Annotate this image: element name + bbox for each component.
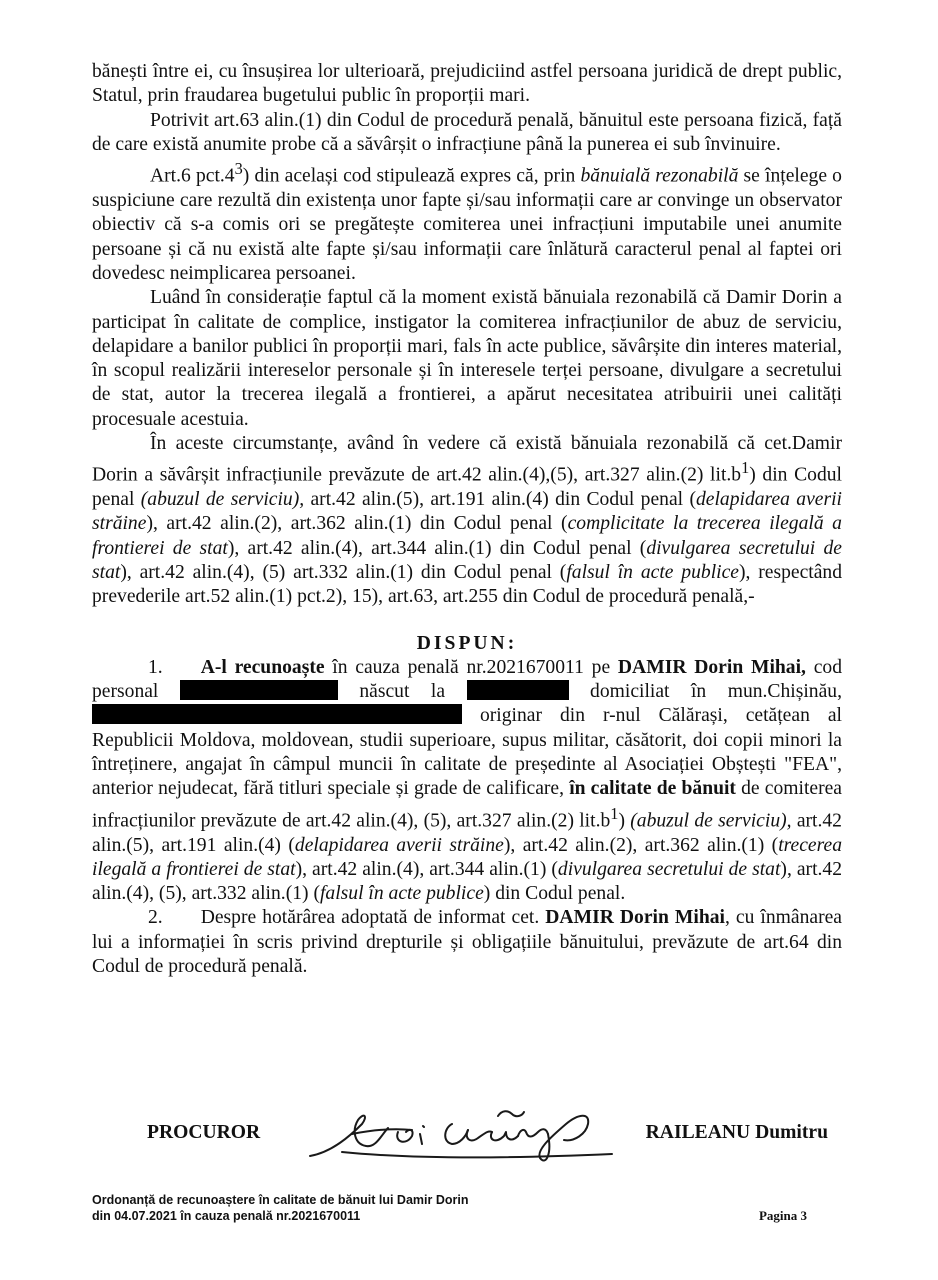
handwritten-signature	[302, 1094, 632, 1169]
text: originar din r-nul Călărași, cetățean al Republicii Moldova, moldovean, studii superioare, supus militar, căsătorit, doi copii minori la întreținere, angajat în câmpul muncii în calitate de președinte al Asociației Obștești "FEA", anterior nejudecat, fără titluri speciale și grade de calificare,	[92, 705, 842, 800]
signatory-name: RAILEANU Dumitru	[645, 1122, 828, 1143]
item-number: 2.	[148, 907, 163, 929]
text: ) din Codul penal.	[483, 883, 626, 905]
item-number: 1.	[148, 656, 163, 678]
footer-line-1: Ordonanță de recunoaștere în calitate de bănuit lui Damir Dorin	[92, 1193, 469, 1207]
signature-block	[92, 1100, 842, 1170]
decision-item-1	[92, 656, 842, 907]
text: se înțelege o suspiciune care rezultă din existența unor fapte și/sau informații care ar convinge un observator obiectiv că s-a comis ori se pregătește comiterea unei infracțiuni imputabile unei anumite persoane și că nu există alte fapte și/sau informații care înlătură caracterul penal al faptei ori dovedesc neimplicarea persoanei.	[92, 165, 842, 284]
text: Despre hotărârea adoptată de informat cet.	[200, 907, 546, 929]
superscript: 1	[741, 458, 750, 478]
page-number: Pagina 3	[758, 1208, 807, 1223]
paragraph-reasonable-suspicion	[92, 157, 842, 286]
text: ), art.42 alin.(4), (5), art.332 alin.(1) (	[92, 858, 843, 905]
text: ), art.42 alin.(2), art.362 alin.(1) din Codul penal (	[146, 513, 568, 535]
emphasis: (abuzul de serviciu),	[140, 489, 305, 511]
section-heading-dispun: DISPUN:	[416, 632, 518, 654]
text: ), art.42 alin.(4), art.344 alin.(1) din Codul penal (	[227, 537, 647, 559]
text: art.42 alin.(5), art.191 alin.(4) (	[92, 810, 842, 856]
bold-text: DAMIR Dorin Mihai	[545, 907, 725, 929]
text: ), respectând prevederile art.52 alin.(1) pct.2), 15), art.63, art.255 din Codul de procedură penală,-	[92, 562, 843, 608]
text: cod personal	[92, 656, 842, 703]
superscript: 1	[610, 803, 619, 823]
document-body	[92, 60, 842, 979]
emphasis: divulgarea secretului de stat	[92, 537, 842, 583]
text: art.42 alin.(5), art.191 alin.(4) din Codul penal (	[304, 489, 696, 511]
text: în cauza penală nr.2021670011 pe	[324, 656, 618, 678]
emphasis: (abuzul de serviciu),	[630, 810, 792, 832]
emphasis: bănuială rezonabilă	[580, 165, 739, 187]
bold-text: A-l recunoaște	[200, 656, 325, 678]
emphasis: divulgarea secretului de stat	[557, 858, 781, 880]
text: ), art.42 alin.(4), (5) art.332 alin.(1) din Codul penal (	[120, 562, 567, 583]
page-footer	[92, 1192, 807, 1224]
text: Art.6 pct.4	[150, 165, 235, 187]
emphasis: complicitate la trecerea ilegală a frontierei de stat	[92, 513, 842, 559]
decision-item-2	[92, 906, 842, 979]
text: )	[618, 810, 631, 832]
emphasis: falsul în acte publice	[319, 883, 484, 905]
emphasis: delapidarea averii străine	[294, 834, 504, 856]
text: ) din Codul penal	[92, 464, 842, 511]
redaction-personal-code	[180, 680, 338, 700]
emphasis: falsul în acte publice	[566, 562, 739, 583]
redaction-address	[92, 704, 462, 724]
paragraph-considerations: Luând în considerație faptul că la moment există bănuiala rezonabilă că Damir Dorin a participat în calitate de complice, instigator la comiterea infracțiunilor de abuz de serviciu, delapidare a banilor publici în proporții mari, fals în acte publice, săvârșite din interes material, în scopul realizării intereselor personale și în interesele terței persoane, divulgare a secretului de stat, autor la trecerea ilegală a frontierei, a apărut necesitatea atribuirii unei calități procesuale acestuia.	[92, 287, 842, 430]
text: ), art.42 alin.(4), art.344 alin.(1) (	[295, 858, 558, 880]
text: de comiterea infracțiunilor prevăzute de art.42 alin.(4), (5), art.327 alin.(2) lit.b	[92, 778, 843, 832]
text: domiciliat în mun.Chișinău,	[568, 681, 842, 703]
superscript: 3	[234, 159, 243, 179]
signatory-role: PROCUROR	[147, 1122, 261, 1143]
text: În aceste circumstanțe, având în vedere că există bănuiala rezonabilă că cet.Damir Dorin a săvârșit infracțiunile prevăzute de art.42 alin.(4),(5), art.327 alin.(2) lit.b	[92, 432, 842, 486]
paragraph-circumstances	[92, 432, 842, 610]
bold-text: DAMIR Dorin Mihai,	[617, 656, 806, 678]
bold-text: în calitate de bănuit	[569, 778, 736, 800]
text: ), art.42 alin.(2), art.362 alin.(1) (	[503, 834, 779, 856]
text: , cu înmânarea lui a informației în scris privind drepturile și obligațiile bănuitului, prevăzute de art.64 din Codul de procedură penală.	[92, 907, 842, 977]
text: născut la	[337, 681, 467, 703]
emphasis: trecerea ilegală a frontierei de stat	[92, 834, 843, 880]
paragraph-definition-suspect: Potrivit art.63 alin.(1) din Codul de procedură penală, bănuitul este persoana fizică, față de care există anumite probe că a săvârșit o infracțiune până la punerea ei sub învinuire.	[92, 109, 842, 155]
text: ) din același cod stipulează expres că, prin	[242, 165, 581, 187]
redaction-birth-date	[467, 680, 569, 700]
paragraph-continuation: bănești între ei, cu însușirea lor ulterioară, prejudiciind astfel persoana juridică de drept public, Statul, prin fraudarea bugetului public în proporții mari.	[92, 61, 842, 107]
footer-line-2: din 04.07.2021 în cauza penală nr.2021670011	[92, 1209, 361, 1223]
emphasis: delapidarea averii străine	[92, 489, 842, 535]
